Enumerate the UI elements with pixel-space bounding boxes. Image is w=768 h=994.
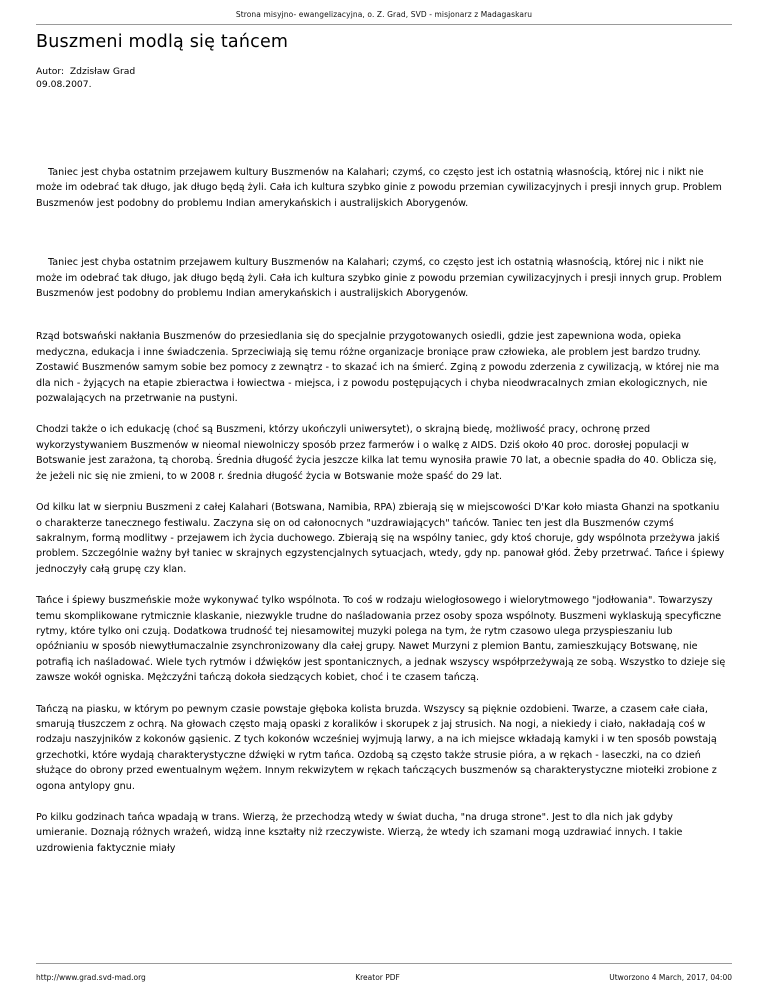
author-line: Autor: Zdzisław Grad [36, 66, 136, 77]
document-content [36, 32, 736, 872]
paragraph: Chodzi także o ich edukację (choć są Buszmeni, którzy ukończyli uniwersytet), o skrajną biedę, możliwość pracy, ochronę przed wykorzystywaniem Buszmenów w nieomal niewolniczy sposób przez farmerów i o walkę z AIDS. Dziś około 40 proc. dorosłej populacji w Botswanie jest zarażona, tą chorobą. Średnia długość życia jeszcze kilka lat temu wynosiła prawie 70 lat, a obecnie spadła do 40. Oblicza się, że jeżeli nic się nie zmieni, to w 2008 r. średnia długość życia w Botswanie może spaść do 29 lat. [36, 424, 717, 482]
paragraph: Od kilku lat w sierpniu Buszmeni z całej Kalahari (Botswana, Namibia, RPA) zbierają się w miejscowości D'Kar koło miasta Ghanzi na spotkaniu o charakterze tanecznego festiwalu. Zaczyna się on od całonocnych "uzdrawiających" tańców. Taniec ten jest dla Buszmenów czymś sakralnym, formą modlitwy - przejawem ich życia duchowego. Zbierają się na wspólny taniec, gdy ktoś choruje, gdy wspólnota przeżywa jakiś problem. Szczególnie ważny był taniec w skrajnych egzystencjalnych sytuacjach, wtedy, gdy np. panował głód. Żeby przetrwać. Tańce i śpiewy jednoczyły całą grupę czy klan. [36, 502, 725, 575]
footer-generator: Kreator PDF [355, 973, 400, 982]
page-title: Buszmeni modlą się tańcem [36, 32, 289, 52]
footer-divider [36, 963, 732, 964]
header-divider [36, 24, 732, 25]
page-header [0, 10, 768, 19]
date-line: 09.08.2007. [36, 78, 92, 90]
page-footer [36, 973, 732, 982]
paragraph-gap [36, 317, 736, 329]
title-body-spacer [36, 91, 736, 165]
paragraph: Rząd botswański nakłania Buszmenów do przesiedlania się do specjalnie przygotowanych osiedli, gdzie jest zapewniona woda, opieka medyczna, edukacja i inne świadczenia. Sprzeciwiają się temu różne organizacje broniące praw człowieka, ale problem jest bardzo trudny. Zostawić Buszmenów samym sobie bez pomocy z zewnątrz - to skazać ich na śmierć. Zginą z powodu zderzenia z cywilizacją, w której nie ma dla nich - żyjących na etapie zbieractwa i łowiectwa - miejsca, i z powodu postępujących i chyba nieodwracalnych zmian ekologicznych, nie pozwalających na przetrwanie na pustyni. [36, 331, 720, 405]
paragraph: Tańczą na piasku, w którym po pewnym czasie powstaje głęboka kolista bruzda. Wszyscy są pięknie ozdobieni. Twarze, a czasem całe ciała, smarują tłuszczem z ochrą. Na głowach często mają opaski z koralików i skorupek z jaj strusich. Na nogi, a niekiedy i ciało, nakładają coś w rodzaju naszyjników z kokonów gąsienic. Z tych kokonów wcześniej wyjmują larwy, a na ich miejsce wkładają kamyki i w ten sposób powstają grzechotki, które wydają charakterystyczne dźwięki w rytm tańca. Ozdobą są często także strusie pióra, a w rękach - laseczki, na co dzień służące do obrony przed ewentualnym wężem. Innym rekwizytem w rękach tańczących buszmenów są charakterystyczne miotełki zrobione z ogona antylopy gnu. [36, 703, 717, 792]
paragraph: Taniec jest chyba ostatnim przejawem kultury Buszmenów na Kalahari; czymś, co często jest ich ostatnią własnością, której nic i nikt nie może im odebrać tak długo, jak długo będą żyli. Cała ich kultura szybko ginie z powodu przemian cywilizacyjnych i presji innych grup. Problem Buszmenów jest podobny do problemu Indian amerykańskich i australijskich Aborygenów. [36, 257, 722, 300]
footer-url[interactable]: http://www.grad.svd-mad.org [36, 973, 146, 982]
paragraph-gap [36, 227, 736, 255]
paragraph: Tańce i śpiewy buszmeńskie może wykonywać tylko wspólnota. To coś w rodzaju wielogłosowego i wielorytmowego "jodłowania". Towarzyszy temu skomplikowane rytmicznie klaskanie, niezwykle trudne do naśladowania przez osoby spoza wspólnoty. Buszmeni wyklaskują specyficzne rytmy, które tylko oni czują. Dodatkowa trudność tej niesamowitej muzyki polega na tym, że rytm czasowo ulega przyspieszaniu lub opóźnianiu w sposób niewytłumaczalnie zsynchronizowany dla całej grupy. Nawet Murzyni z plemion Bantu, zamieszkujący Botswanę, nie potrafią ich naśladować. Wiele tych rytmów i dźwięków jest spontanicznych, a jednak wszyscy współprzeżywają ze sobą. Wszystko to dzieje się zawsze wokół ogniska. Mężczyźni tańczą dokoła siedzących kobiet, choć i te czasem tańczą. [36, 595, 726, 684]
paragraph: Po kilku godzinach tańca wpadają w trans. Wierzą, że przechodzą wtedy w świat ducha, "na druga strone". Jest to dla nich jak gdyby umieranie. Doznają różnych wrażeń, widzą inne kształty niż rzeczywiste. Wierzą, że wtedy ich szamani mogą uzdrawiać innych. I takie uzdrowienia faktycznie miały [36, 812, 683, 854]
running-title: Strona misyjno- ewangelizacyjna, o. Z. Grad, SVD - misjonarz z Madagaskaru [235, 10, 533, 19]
byline [36, 66, 736, 91]
footer-timestamp: Utworzono 4 March, 2017, 04:00 [609, 973, 732, 982]
paragraph: Taniec jest chyba ostatnim przejawem kultury Buszmenów na Kalahari; czymś, co często jest ich ostatnią własnością, której nic i nikt nie może im odebrać tak długo, jak długo będą żyli. Cała ich kultura szybko ginie z powodu przemian cywilizacyjnych i presji innych grup. Problem Buszmenów jest podobny do problemu Indian amerykańskich i australijskich Aborygenów. [36, 167, 722, 209]
